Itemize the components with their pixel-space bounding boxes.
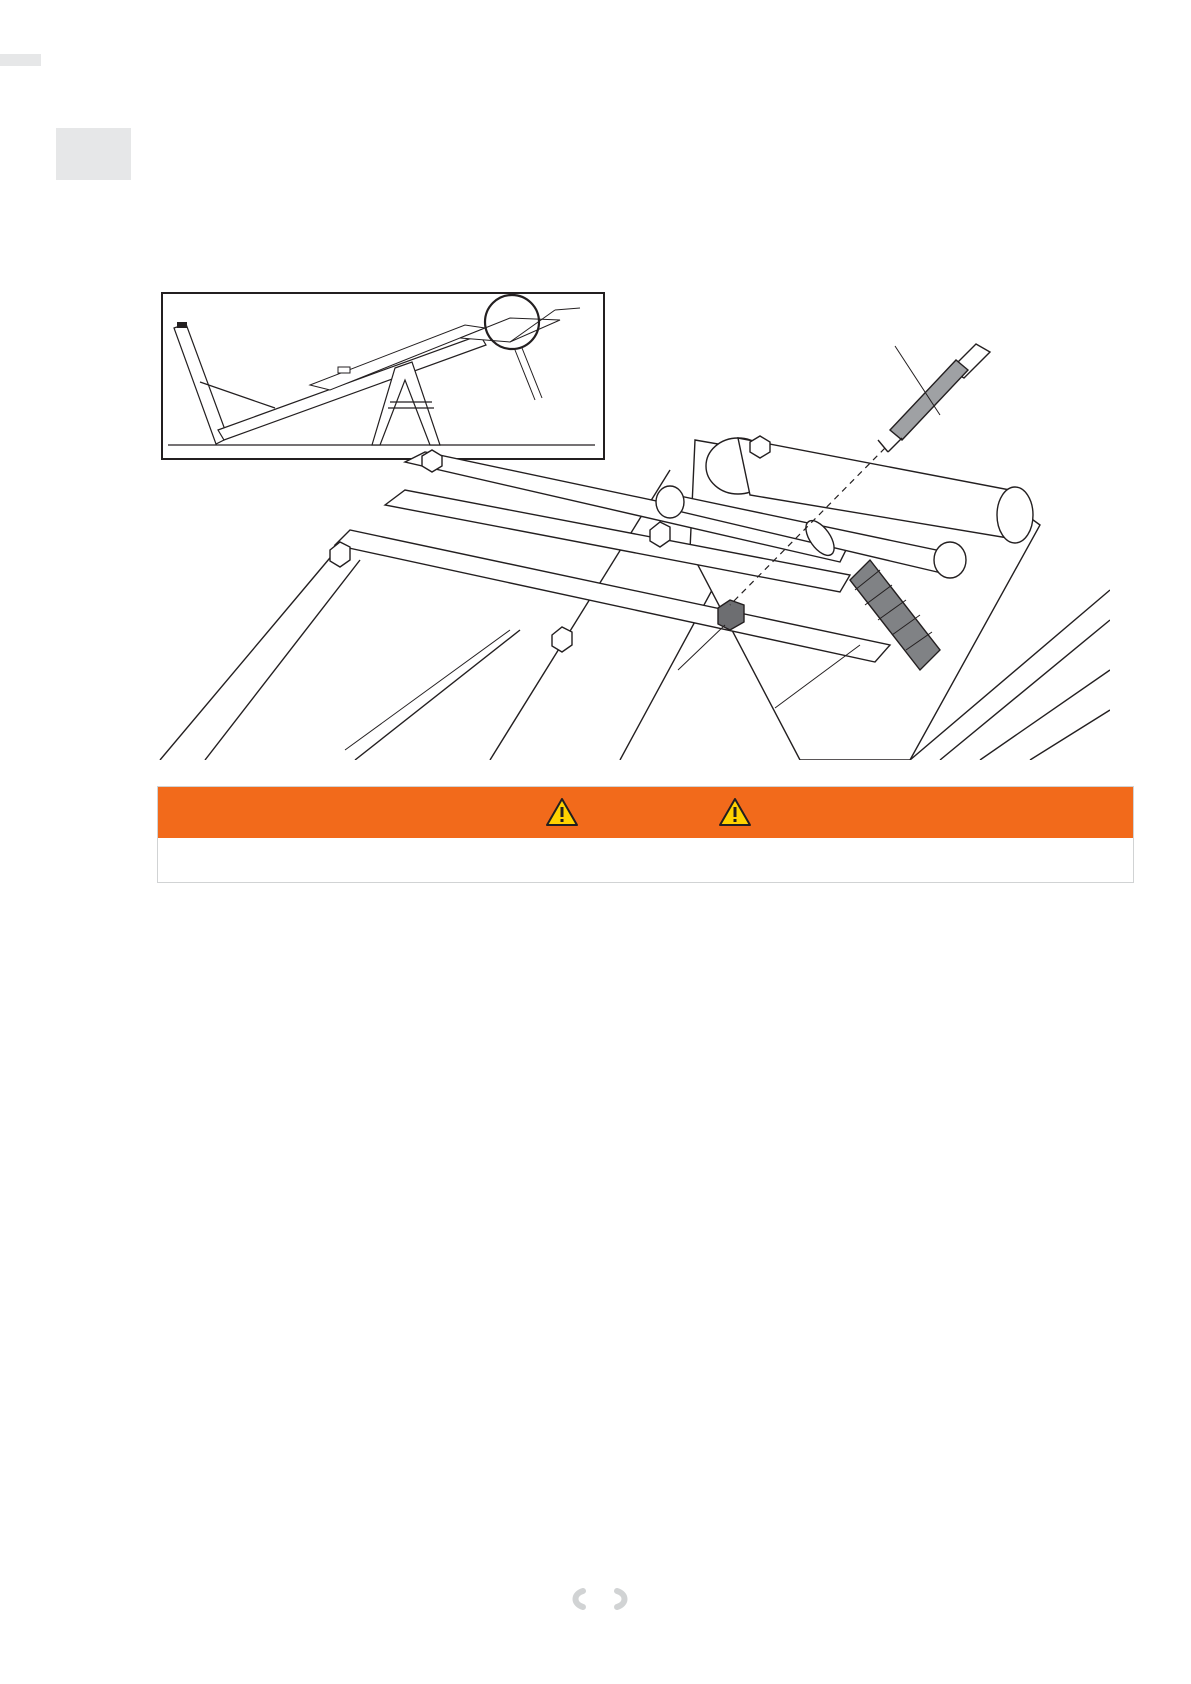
- page-header-tab: [0, 54, 41, 66]
- warning-panel: [157, 786, 1134, 883]
- step-marker: [56, 128, 131, 180]
- assembly-illustration: [150, 290, 1110, 760]
- warning-triangle-icon: [545, 797, 579, 827]
- warning-header: [158, 787, 1133, 838]
- chevron-right-icon[interactable]: [617, 1591, 625, 1607]
- warning-body: [158, 838, 1133, 882]
- inset-overview: [162, 293, 604, 459]
- warning-triangle-icon: [718, 797, 752, 827]
- chevron-left-icon[interactable]: [576, 1591, 584, 1607]
- page-navigation: [555, 1587, 645, 1611]
